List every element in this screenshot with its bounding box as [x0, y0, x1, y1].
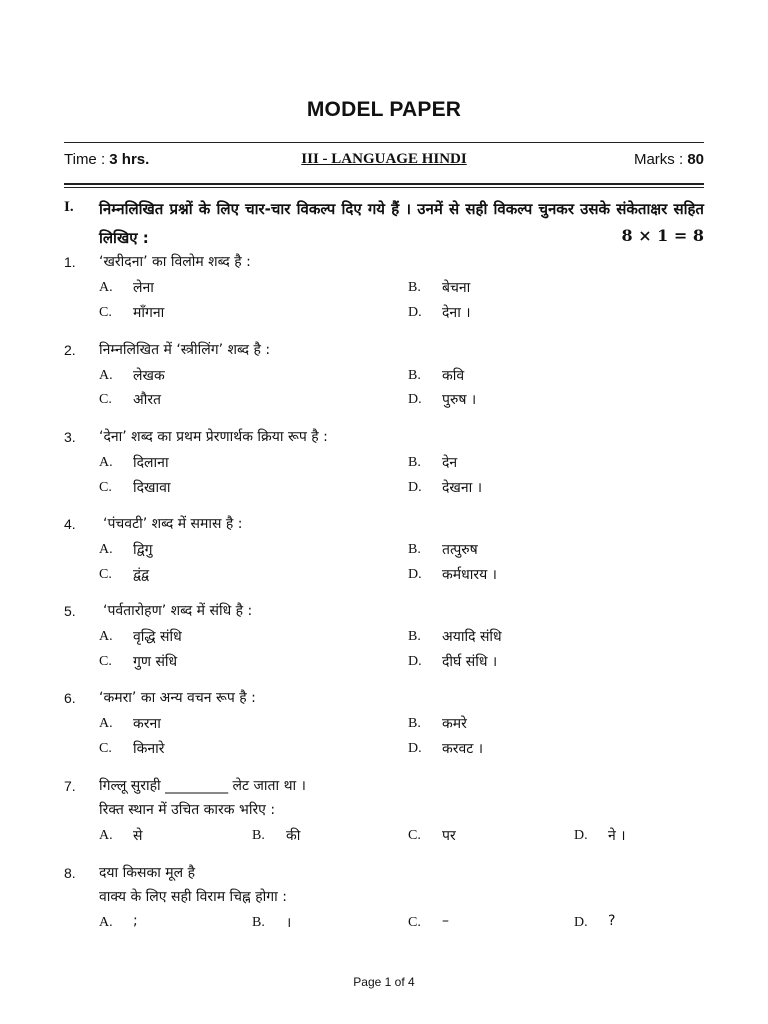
option-letter: B. [252, 828, 265, 843]
option-text: कर्मधारय । [442, 567, 497, 583]
option-text: अयादि संधि [442, 629, 502, 645]
question-number: 3. [64, 429, 76, 445]
option-text: दिलाना [133, 455, 169, 471]
section-marks-formula: 8 × 1 = 8 [621, 226, 704, 245]
option-text: करवट । [442, 741, 484, 757]
option-text: माँगना [133, 305, 165, 321]
option-text: द्विगु [133, 542, 153, 558]
question-text: ‘पर्वतारोहण’ शब्द में संधि है : [103, 603, 253, 619]
option-letter: C. [408, 915, 421, 930]
marks-label: Marks : [633, 151, 688, 168]
option-text: देना । [442, 305, 471, 321]
option-text: कवि [442, 368, 465, 384]
time-value: 3 hrs. [109, 151, 150, 168]
option-text: दिखावा [133, 480, 171, 496]
option-text: से [133, 828, 143, 844]
option-letter: C. [99, 741, 112, 756]
option-letter: B. [408, 716, 421, 731]
option-letter: A. [99, 542, 113, 557]
question-subtext: वाक्य के लिए सही विराम चिह्न होगा : [99, 889, 287, 905]
option-letter: A. [99, 915, 113, 930]
option-letter: D. [408, 567, 422, 582]
option-letter: A. [99, 629, 113, 644]
option-letter: C. [99, 392, 112, 407]
option-letter: B. [408, 455, 421, 470]
marks-info [634, 151, 704, 168]
option-letter: A. [99, 828, 113, 843]
option-text: वृद्धि संधि [133, 629, 182, 645]
option-text: द्वंद्व [133, 567, 150, 583]
question-text: ‘पंचवटी’ शब्द में समास है : [103, 516, 243, 532]
question-text: ‘खरीदना’ का विलोम शब्द है : [99, 254, 251, 270]
option-text: । [286, 915, 292, 931]
question-number: 7. [64, 778, 76, 794]
option-text: लेखक [133, 368, 165, 384]
question-text: निम्नलिखित में ‘स्त्रीलिंग’ शब्द है : [99, 342, 271, 358]
option-text: देन [442, 455, 458, 471]
section-instruction: निम्नलिखित प्रश्नों के लिए चार-चार विकल्प दिए गये हैं । उनमें से सही विकल्प चुनकर उसके संकेताक्षर सहित लिखिए : [99, 200, 704, 247]
option-text: किनारे [133, 741, 165, 757]
option-letter: A. [99, 280, 113, 295]
question-number: 2. [64, 342, 76, 358]
option-text: औरत [133, 392, 162, 408]
option-text: दीर्घ संधि । [442, 654, 498, 670]
option-letter: C. [99, 654, 112, 669]
option-text: की [286, 828, 301, 844]
option-letter: D. [408, 305, 422, 320]
time-label: Time : [64, 151, 110, 168]
option-letter: B. [408, 629, 421, 644]
option-text: लेना [133, 280, 154, 296]
option-letter: D. [574, 828, 588, 843]
option-letter: D. [408, 392, 422, 407]
option-letter: D. [574, 915, 588, 930]
option-text: ? [608, 913, 616, 929]
option-text: देखना । [442, 480, 483, 496]
option-text: ने । [608, 828, 626, 844]
option-letter: C. [408, 828, 421, 843]
question-subtext: रिक्त स्थान में उचित कारक भरिए : [99, 802, 276, 818]
option-text: बेचना [442, 280, 471, 296]
option-letter: D. [408, 480, 422, 495]
option-text: पुरुष । [442, 392, 477, 408]
option-text: पर [442, 828, 456, 844]
question-text: ‘कमरा’ का अन्य वचन रूप है : [99, 690, 256, 706]
question-text: दया किसका मूल है [99, 865, 196, 881]
question-text: ‘देना’ शब्द का प्रथम प्रेरणार्थक क्रिया रूप है : [99, 429, 328, 445]
question-number: 4. [64, 516, 76, 532]
page-footer: Page 1 of 4 [353, 975, 415, 989]
option-letter: B. [252, 915, 265, 930]
header-bottom-rule-thin [64, 187, 704, 188]
header-top-rule [64, 142, 704, 143]
option-letter: D. [408, 741, 422, 756]
paper-title: MODEL PAPER [306, 98, 462, 121]
question-number: 5. [64, 603, 76, 619]
option-letter: C. [99, 567, 112, 582]
section-number: I. [64, 199, 74, 215]
option-text: तत्पुरुष [442, 542, 478, 558]
question-number: 6. [64, 690, 76, 706]
option-letter: A. [99, 716, 113, 731]
question-text: गिल्लू सुराही _________ लेट जाता था । [99, 778, 306, 794]
option-text: ; [133, 913, 138, 929]
option-letter: B. [408, 368, 421, 383]
question-number: 8. [64, 865, 76, 881]
option-letter: A. [99, 455, 113, 470]
question-number: 1. [64, 254, 76, 270]
option-letter: A. [99, 368, 113, 383]
option-letter: D. [408, 654, 422, 669]
option-letter: B. [408, 280, 421, 295]
option-text: कमरे [442, 716, 467, 732]
option-letter: C. [99, 480, 112, 495]
option-text: – [442, 913, 449, 929]
subject-title: III - LANGUAGE HINDI [301, 151, 467, 167]
option-text: गुण संधि [133, 654, 178, 670]
header-bottom-rule-thick [64, 183, 704, 185]
marks-value: 80 [687, 151, 704, 168]
option-letter: B. [408, 542, 421, 557]
option-letter: C. [99, 305, 112, 320]
option-text: करना [133, 716, 161, 732]
